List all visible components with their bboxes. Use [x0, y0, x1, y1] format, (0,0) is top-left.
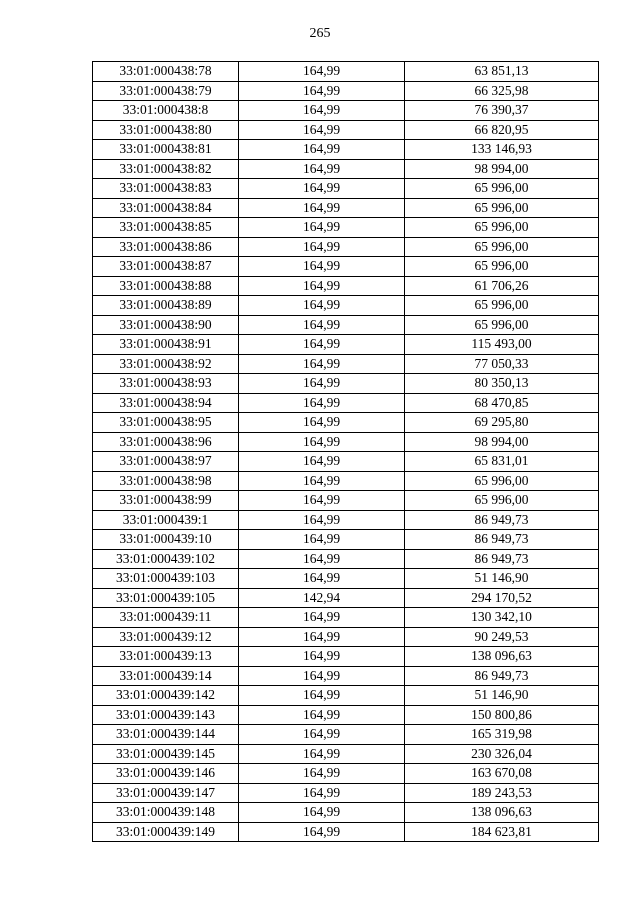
cadastral-number-cell: 33:01:000438:95 [93, 413, 239, 433]
cadastral-number-cell: 33:01:000438:94 [93, 393, 239, 413]
rate-cell: 164,99 [239, 81, 405, 101]
rate-cell: 164,99 [239, 744, 405, 764]
rate-cell: 164,99 [239, 413, 405, 433]
rate-cell: 164,99 [239, 608, 405, 628]
cadastral-number-cell: 33:01:000439:144 [93, 725, 239, 745]
cadastral-value-cell: 98 994,00 [405, 432, 599, 452]
cadastral-number-cell: 33:01:000439:105 [93, 588, 239, 608]
rate-cell: 164,99 [239, 432, 405, 452]
cadastral-value-cell: 65 996,00 [405, 237, 599, 257]
table-row [93, 101, 599, 121]
cadastral-value-cell: 77 050,33 [405, 354, 599, 374]
cadastral-number-cell: 33:01:000439:102 [93, 549, 239, 569]
cadastral-number-cell: 33:01:000438:91 [93, 335, 239, 355]
table-row [93, 549, 599, 569]
cadastral-number-cell: 33:01:000438:85 [93, 218, 239, 238]
cadastral-number-cell: 33:01:000438:87 [93, 257, 239, 277]
rate-cell: 164,99 [239, 471, 405, 491]
rate-cell: 164,99 [239, 725, 405, 745]
table-row [93, 822, 599, 842]
cadastral-value-cell: 86 949,73 [405, 549, 599, 569]
rate-cell: 164,99 [239, 159, 405, 179]
cadastral-number-cell: 33:01:000439:14 [93, 666, 239, 686]
table-row [93, 62, 599, 82]
rate-cell: 164,99 [239, 237, 405, 257]
rate-cell: 164,99 [239, 627, 405, 647]
table-row [93, 432, 599, 452]
cadastral-value-cell: 68 470,85 [405, 393, 599, 413]
cadastral-value-cell: 65 996,00 [405, 471, 599, 491]
table-row [93, 335, 599, 355]
table-row [93, 296, 599, 316]
cadastral-value-cell: 65 996,00 [405, 179, 599, 199]
cadastral-number-cell: 33:01:000438:80 [93, 120, 239, 140]
table-row [93, 744, 599, 764]
table-row [93, 803, 599, 823]
rate-cell: 164,99 [239, 276, 405, 296]
table-row [93, 315, 599, 335]
cadastral-value-cell: 133 146,93 [405, 140, 599, 160]
rate-cell: 164,99 [239, 393, 405, 413]
rate-cell: 164,99 [239, 783, 405, 803]
rate-cell: 164,99 [239, 296, 405, 316]
rate-cell: 164,99 [239, 374, 405, 394]
table-row [93, 374, 599, 394]
table-row [93, 627, 599, 647]
rate-cell: 164,99 [239, 764, 405, 784]
cadastral-value-cell: 66 325,98 [405, 81, 599, 101]
cadastral-value-cell: 51 146,90 [405, 686, 599, 706]
cadastral-value-cell: 63 851,13 [405, 62, 599, 82]
cadastral-number-cell: 33:01:000439:142 [93, 686, 239, 706]
rate-cell: 164,99 [239, 705, 405, 725]
cadastral-value-cell: 61 706,26 [405, 276, 599, 296]
cadastral-number-cell: 33:01:000439:12 [93, 627, 239, 647]
cadastral-number-cell: 33:01:000438:84 [93, 198, 239, 218]
cadastral-value-cell: 65 996,00 [405, 296, 599, 316]
cadastral-value-cell: 90 249,53 [405, 627, 599, 647]
table-row [93, 452, 599, 472]
table-row [93, 413, 599, 433]
table-row [93, 725, 599, 745]
table-row [93, 783, 599, 803]
table-row [93, 530, 599, 550]
rate-cell: 164,99 [239, 569, 405, 589]
table-body [93, 62, 599, 842]
table-row [93, 569, 599, 589]
cadastral-value-table [92, 61, 599, 842]
rate-cell: 164,99 [239, 335, 405, 355]
table-row [93, 159, 599, 179]
cadastral-number-cell: 33:01:000439:11 [93, 608, 239, 628]
cadastral-value-cell: 65 996,00 [405, 198, 599, 218]
rate-cell: 142,94 [239, 588, 405, 608]
table-row [93, 354, 599, 374]
table-row [93, 666, 599, 686]
cadastral-value-cell: 65 831,01 [405, 452, 599, 472]
table-row [93, 140, 599, 160]
cadastral-number-cell: 33:01:000438:99 [93, 491, 239, 511]
cadastral-value-cell: 80 350,13 [405, 374, 599, 394]
table-row [93, 120, 599, 140]
cadastral-value-cell: 184 623,81 [405, 822, 599, 842]
cadastral-number-cell: 33:01:000438:97 [93, 452, 239, 472]
cadastral-value-cell: 86 949,73 [405, 666, 599, 686]
rate-cell: 164,99 [239, 198, 405, 218]
cadastral-value-cell: 98 994,00 [405, 159, 599, 179]
cadastral-number-cell: 33:01:000438:96 [93, 432, 239, 452]
cadastral-number-cell: 33:01:000438:93 [93, 374, 239, 394]
cadastral-value-cell: 230 326,04 [405, 744, 599, 764]
cadastral-number-cell: 33:01:000438:88 [93, 276, 239, 296]
cadastral-value-cell: 165 319,98 [405, 725, 599, 745]
rate-cell: 164,99 [239, 822, 405, 842]
table-row [93, 237, 599, 257]
table-row [93, 393, 599, 413]
cadastral-number-cell: 33:01:000438:82 [93, 159, 239, 179]
cadastral-value-cell: 189 243,53 [405, 783, 599, 803]
rate-cell: 164,99 [239, 120, 405, 140]
table-row [93, 179, 599, 199]
cadastral-number-cell: 33:01:000439:145 [93, 744, 239, 764]
rate-cell: 164,99 [239, 140, 405, 160]
rate-cell: 164,99 [239, 354, 405, 374]
cadastral-value-cell: 65 996,00 [405, 491, 599, 511]
table-row [93, 81, 599, 101]
cadastral-number-cell: 33:01:000439:103 [93, 569, 239, 589]
rate-cell: 164,99 [239, 510, 405, 530]
table-row [93, 276, 599, 296]
table-row [93, 218, 599, 238]
cadastral-number-cell: 33:01:000438:8 [93, 101, 239, 121]
table-row [93, 705, 599, 725]
cadastral-value-cell: 150 800,86 [405, 705, 599, 725]
cadastral-value-cell: 65 996,00 [405, 218, 599, 238]
cadastral-value-cell: 86 949,73 [405, 510, 599, 530]
cadastral-number-cell: 33:01:000438:90 [93, 315, 239, 335]
table-row [93, 491, 599, 511]
table-row [93, 257, 599, 277]
rate-cell: 164,99 [239, 491, 405, 511]
page-number: 265 [309, 26, 331, 41]
rate-cell: 164,99 [239, 101, 405, 121]
cadastral-value-cell: 65 996,00 [405, 257, 599, 277]
table-row [93, 588, 599, 608]
rate-cell: 164,99 [239, 62, 405, 82]
rate-cell: 164,99 [239, 218, 405, 238]
rate-cell: 164,99 [239, 315, 405, 335]
cadastral-number-cell: 33:01:000438:89 [93, 296, 239, 316]
cadastral-number-cell: 33:01:000439:10 [93, 530, 239, 550]
table-row [93, 686, 599, 706]
cadastral-number-cell: 33:01:000439:1 [93, 510, 239, 530]
rate-cell: 164,99 [239, 803, 405, 823]
rate-cell: 164,99 [239, 257, 405, 277]
cadastral-value-cell: 51 146,90 [405, 569, 599, 589]
cadastral-value-cell: 294 170,52 [405, 588, 599, 608]
cadastral-number-cell: 33:01:000438:78 [93, 62, 239, 82]
cadastral-value-cell: 76 390,37 [405, 101, 599, 121]
cadastral-value-cell: 163 670,08 [405, 764, 599, 784]
table-row [93, 471, 599, 491]
cadastral-number-cell: 33:01:000439:13 [93, 647, 239, 667]
rate-cell: 164,99 [239, 530, 405, 550]
table-row [93, 608, 599, 628]
cadastral-value-cell: 130 342,10 [405, 608, 599, 628]
cadastral-number-cell: 33:01:000438:86 [93, 237, 239, 257]
cadastral-number-cell: 33:01:000439:148 [93, 803, 239, 823]
cadastral-value-cell: 115 493,00 [405, 335, 599, 355]
cadastral-number-cell: 33:01:000439:146 [93, 764, 239, 784]
rate-cell: 164,99 [239, 647, 405, 667]
cadastral-number-cell: 33:01:000439:147 [93, 783, 239, 803]
table-row [93, 198, 599, 218]
cadastral-number-cell: 33:01:000438:79 [93, 81, 239, 101]
rate-cell: 164,99 [239, 452, 405, 472]
cadastral-number-cell: 33:01:000439:149 [93, 822, 239, 842]
table-row [93, 764, 599, 784]
cadastral-number-cell: 33:01:000438:81 [93, 140, 239, 160]
cadastral-value-cell: 66 820,95 [405, 120, 599, 140]
rate-cell: 164,99 [239, 686, 405, 706]
cadastral-value-cell: 65 996,00 [405, 315, 599, 335]
rate-cell: 164,99 [239, 666, 405, 686]
cadastral-value-cell: 86 949,73 [405, 530, 599, 550]
cadastral-value-cell: 138 096,63 [405, 647, 599, 667]
table-row [93, 647, 599, 667]
cadastral-number-cell: 33:01:000438:92 [93, 354, 239, 374]
cadastral-value-cell: 69 295,80 [405, 413, 599, 433]
table-row [93, 510, 599, 530]
rate-cell: 164,99 [239, 179, 405, 199]
cadastral-value-cell: 138 096,63 [405, 803, 599, 823]
rate-cell: 164,99 [239, 549, 405, 569]
cadastral-number-cell: 33:01:000438:98 [93, 471, 239, 491]
cadastral-number-cell: 33:01:000439:143 [93, 705, 239, 725]
cadastral-number-cell: 33:01:000438:83 [93, 179, 239, 199]
